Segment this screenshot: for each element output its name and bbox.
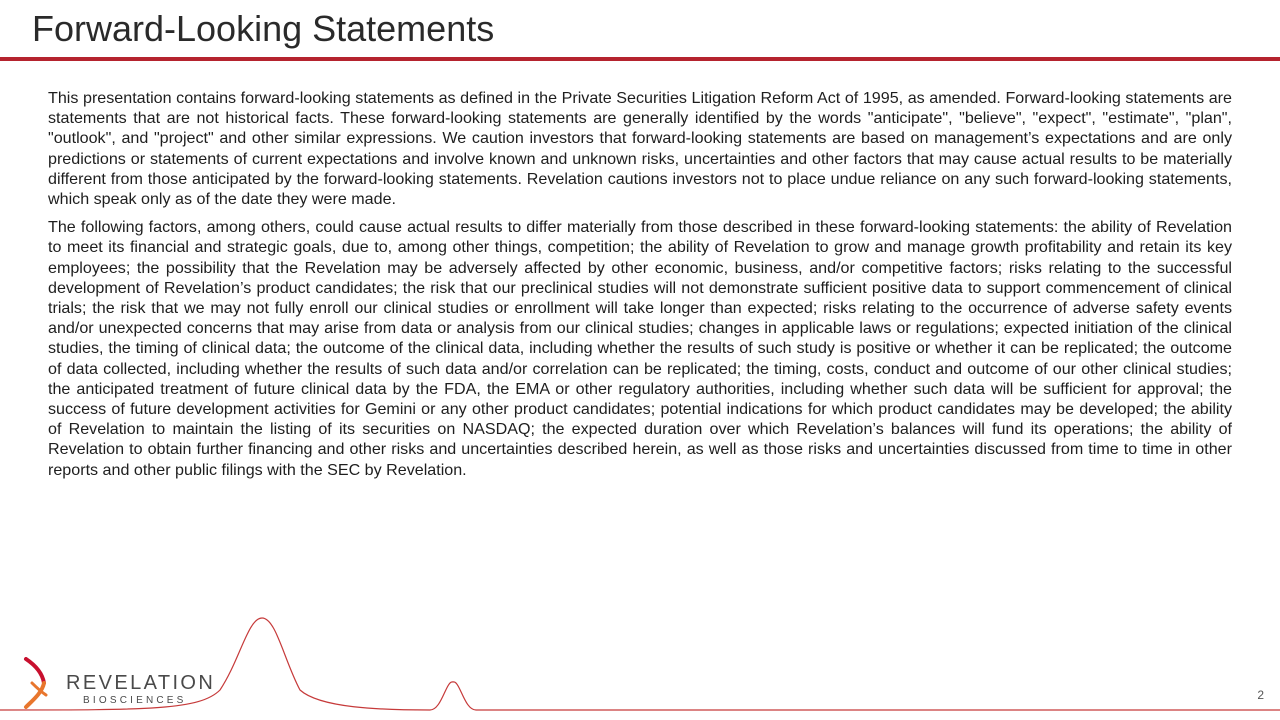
logo-wordmark: REVELATION [66,672,216,694]
paragraph-risk-factors: The following factors, among others, could cause actual results to differ materially from those described in these forward-looking statements: the ability of Revelation to meet its financial and strategic goals, due to, among other things, competition; the ability of Revelation to grow and manage growth profitability and retain its key employees; the possibility that the Revelation may be adversely affected by other economic, business, and/or competitive factors; risks relating to the successful development of Revelation’s product candidates; the risk that our preclinical studies will not demonstrate sufficient positive data to support commencement of clinical trials; the risk that we may not fully enroll our clinical studies or enrollment will take longer than expected; risks relating to the occurrence of adverse safety events and/or unexpected concerns that may arise from data or analysis from our clinical studies; changes in applicable laws or regulations; expected initiation of the clinical studies, the timing of clinical data; the outcome of the clinical data, including whether the results of such study is positive or whether it can be replicated; the outcome of data collected, including whether the results of such data and/or correlation can be replicated; the timing, costs, conduct and outcome of our other clinical studies; the anticipated treatment of future clinical data by the FDA, the EMA or other regulatory authorities, including whether such data will be sufficient for approval; the success of future development activities for Gemini or any other product candidates; potential indications for which product candidates may be developed; the ability of Revelation to maintain the listing of its securities on NASDAQ; the expected duration over which Revelation’s balances will fund its operations; the ability of Revelation to obtain further financing and other risks and uncertainties described herein, as well as those risks and uncertainties discussed from time to time in other reports and other public filings with the SEC by Revelation. [48,218,1232,479]
page-number: 2 [1257,688,1264,702]
slide-title: Forward-Looking Statements [32,8,495,49]
title-divider [0,57,1280,61]
paragraph-forward-looking-intro: This presentation contains forward-looking statements as defined in the Private Securities Litigation Reform Act of 1995, as amended. Forward-looking statements are statements that are not historical facts. These forward-looking statements are generally identified by the words "anticipate", "believe", "expect", "estimate", "plan", "outlook", and "project" and other similar expressions. We caution investors that forward-looking statements are based on management’s expectations and are only predictions or statements of current expectations and involve known and unknown risks, uncertainties and other factors that may cause actual results to be materially different from those anticipated by the forward-looking statements. Revelation cautions investors not to place undue reliance on any such forward-looking statements, which speak only as of the date they were made. [48,89,1232,209]
body-text [48,88,1232,488]
helix-logo-icon [22,657,58,709]
company-logo [22,657,222,711]
logo-subtitle: BIOSCIENCES [83,695,187,706]
